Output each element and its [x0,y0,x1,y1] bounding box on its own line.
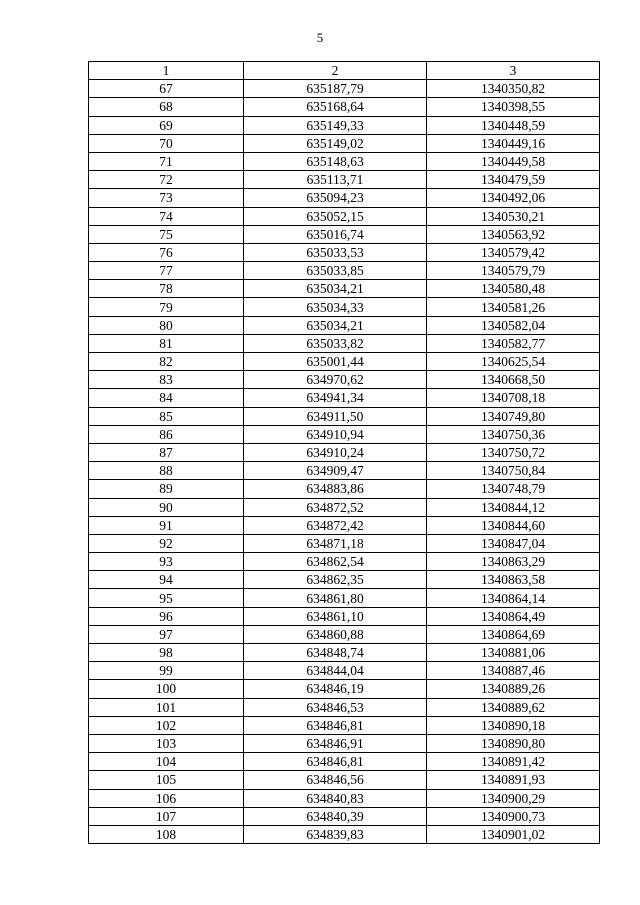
y-coordinate-cell: 1340889,62 [427,698,600,716]
table-row [89,171,600,189]
x-coordinate-cell: 635149,02 [244,134,427,152]
table-row [89,280,600,298]
x-coordinate-cell: 634844,04 [244,662,427,680]
x-coordinate-cell: 634848,74 [244,644,427,662]
y-coordinate-cell: 1340887,46 [427,662,600,680]
x-coordinate-cell: 634970,62 [244,371,427,389]
point-number-cell: 70 [89,134,244,152]
x-coordinate-cell: 634862,54 [244,553,427,571]
point-number-cell: 86 [89,425,244,443]
x-coordinate-cell: 634846,53 [244,698,427,716]
table-row [89,534,600,552]
coordinates-table [88,61,600,844]
point-number-cell: 80 [89,316,244,334]
y-coordinate-cell: 1340350,82 [427,80,600,98]
table-row [89,753,600,771]
point-number-cell: 74 [89,207,244,225]
y-coordinate-cell: 1340579,42 [427,243,600,261]
point-number-cell: 106 [89,789,244,807]
y-coordinate-cell: 1340492,06 [427,189,600,207]
point-number-cell: 102 [89,716,244,734]
x-coordinate-cell: 635148,63 [244,152,427,170]
point-number-cell: 87 [89,443,244,461]
point-number-cell: 78 [89,280,244,298]
point-number-cell: 94 [89,571,244,589]
x-coordinate-cell: 635033,53 [244,243,427,261]
y-coordinate-cell: 1340864,49 [427,607,600,625]
y-coordinate-cell: 1340889,26 [427,680,600,698]
point-number-cell: 81 [89,334,244,352]
table-row [89,443,600,461]
table-body [89,80,600,844]
y-coordinate-cell: 1340579,79 [427,262,600,280]
table-row [89,644,600,662]
x-coordinate-cell: 634910,24 [244,443,427,461]
table-row [89,698,600,716]
y-coordinate-cell: 1340750,72 [427,443,600,461]
table-row [89,734,600,752]
y-coordinate-cell: 1340668,50 [427,371,600,389]
x-coordinate-cell: 635001,44 [244,353,427,371]
table-row [89,98,600,116]
y-coordinate-cell: 1340398,55 [427,98,600,116]
point-number-cell: 107 [89,807,244,825]
point-number-cell: 83 [89,371,244,389]
y-coordinate-cell: 1340750,36 [427,425,600,443]
x-coordinate-cell: 635113,71 [244,171,427,189]
table-row [89,789,600,807]
point-number-cell: 100 [89,680,244,698]
x-coordinate-cell: 635187,79 [244,80,427,98]
point-number-cell: 68 [89,98,244,116]
table-row [89,662,600,680]
y-coordinate-cell: 1340864,14 [427,589,600,607]
point-number-cell: 97 [89,625,244,643]
point-number-cell: 88 [89,462,244,480]
y-coordinate-cell: 1340901,02 [427,825,600,843]
table-row [89,680,600,698]
x-coordinate-cell: 634846,81 [244,753,427,771]
x-coordinate-cell: 635033,82 [244,334,427,352]
y-coordinate-cell: 1340580,48 [427,280,600,298]
x-coordinate-cell: 634840,83 [244,789,427,807]
point-number-cell: 95 [89,589,244,607]
table-row [89,316,600,334]
y-coordinate-cell: 1340449,58 [427,152,600,170]
table-row [89,625,600,643]
y-coordinate-cell: 1340900,29 [427,789,600,807]
point-number-cell: 79 [89,298,244,316]
point-number-cell: 92 [89,534,244,552]
x-coordinate-cell: 634861,80 [244,589,427,607]
table-header-row [89,62,600,80]
x-coordinate-cell: 634846,19 [244,680,427,698]
table-row [89,152,600,170]
point-number-cell: 96 [89,607,244,625]
x-coordinate-cell: 634871,18 [244,534,427,552]
x-coordinate-cell: 635034,21 [244,280,427,298]
y-coordinate-cell: 1340881,06 [427,644,600,662]
y-coordinate-cell: 1340863,58 [427,571,600,589]
x-coordinate-cell: 634883,86 [244,480,427,498]
y-coordinate-cell: 1340581,26 [427,298,600,316]
x-coordinate-cell: 634911,50 [244,407,427,425]
table-row [89,462,600,480]
table-row [89,371,600,389]
table-row [89,589,600,607]
y-coordinate-cell: 1340748,79 [427,480,600,498]
x-coordinate-cell: 635168,64 [244,98,427,116]
table-row [89,389,600,407]
x-coordinate-cell: 635149,33 [244,116,427,134]
y-coordinate-cell: 1340449,16 [427,134,600,152]
y-coordinate-cell: 1340891,93 [427,771,600,789]
table-row [89,243,600,261]
point-number-cell: 99 [89,662,244,680]
table-row [89,298,600,316]
column-header-3: 3 [427,62,600,80]
x-coordinate-cell: 634861,10 [244,607,427,625]
point-number-cell: 77 [89,262,244,280]
point-number-cell: 69 [89,116,244,134]
point-number-cell: 73 [89,189,244,207]
table-row [89,480,600,498]
y-coordinate-cell: 1340530,21 [427,207,600,225]
point-number-cell: 72 [89,171,244,189]
table-row [89,225,600,243]
table-row [89,189,600,207]
y-coordinate-cell: 1340479,59 [427,171,600,189]
table-row [89,771,600,789]
x-coordinate-cell: 634860,88 [244,625,427,643]
y-coordinate-cell: 1340891,42 [427,753,600,771]
y-coordinate-cell: 1340864,69 [427,625,600,643]
y-coordinate-cell: 1340900,73 [427,807,600,825]
y-coordinate-cell: 1340625,54 [427,353,600,371]
page-number: 5 [316,30,324,45]
y-coordinate-cell: 1340863,29 [427,553,600,571]
point-number-cell: 75 [89,225,244,243]
x-coordinate-cell: 634846,56 [244,771,427,789]
x-coordinate-cell: 634839,83 [244,825,427,843]
y-coordinate-cell: 1340847,04 [427,534,600,552]
table-row [89,498,600,516]
point-number-cell: 91 [89,516,244,534]
point-number-cell: 101 [89,698,244,716]
x-coordinate-cell: 634862,35 [244,571,427,589]
point-number-cell: 85 [89,407,244,425]
table-row [89,425,600,443]
table-row [89,825,600,843]
x-coordinate-cell: 634840,39 [244,807,427,825]
x-coordinate-cell: 634872,52 [244,498,427,516]
point-number-cell: 84 [89,389,244,407]
table-row [89,334,600,352]
column-header-2: 2 [244,62,427,80]
point-number-cell: 76 [89,243,244,261]
y-coordinate-cell: 1340708,18 [427,389,600,407]
x-coordinate-cell: 635094,23 [244,189,427,207]
y-coordinate-cell: 1340448,59 [427,116,600,134]
y-coordinate-cell: 1340890,80 [427,734,600,752]
y-coordinate-cell: 1340750,84 [427,462,600,480]
y-coordinate-cell: 1340582,04 [427,316,600,334]
x-coordinate-cell: 635034,21 [244,316,427,334]
y-coordinate-cell: 1340890,18 [427,716,600,734]
table-row [89,607,600,625]
y-coordinate-cell: 1340844,60 [427,516,600,534]
table-row [89,116,600,134]
y-coordinate-cell: 1340563,92 [427,225,600,243]
x-coordinate-cell: 634941,34 [244,389,427,407]
point-number-cell: 67 [89,80,244,98]
y-coordinate-cell: 1340844,12 [427,498,600,516]
point-number-cell: 82 [89,353,244,371]
x-coordinate-cell: 635033,85 [244,262,427,280]
x-coordinate-cell: 634846,81 [244,716,427,734]
table-row [89,553,600,571]
point-number-cell: 93 [89,553,244,571]
point-number-cell: 105 [89,771,244,789]
point-number-cell: 90 [89,498,244,516]
x-coordinate-cell: 635052,15 [244,207,427,225]
table-row [89,207,600,225]
table-row [89,80,600,98]
table-row [89,134,600,152]
table-row [89,716,600,734]
point-number-cell: 71 [89,152,244,170]
x-coordinate-cell: 634909,47 [244,462,427,480]
point-number-cell: 98 [89,644,244,662]
y-coordinate-cell: 1340582,77 [427,334,600,352]
point-number-cell: 89 [89,480,244,498]
table-row [89,353,600,371]
table-row [89,407,600,425]
table-row [89,516,600,534]
column-header-1: 1 [89,62,244,80]
point-number-cell: 104 [89,753,244,771]
point-number-cell: 103 [89,734,244,752]
table-row [89,807,600,825]
point-number-cell: 108 [89,825,244,843]
x-coordinate-cell: 634846,91 [244,734,427,752]
y-coordinate-cell: 1340749,80 [427,407,600,425]
x-coordinate-cell: 635016,74 [244,225,427,243]
table-row [89,262,600,280]
x-coordinate-cell: 634872,42 [244,516,427,534]
x-coordinate-cell: 634910,94 [244,425,427,443]
table-row [89,571,600,589]
x-coordinate-cell: 635034,33 [244,298,427,316]
